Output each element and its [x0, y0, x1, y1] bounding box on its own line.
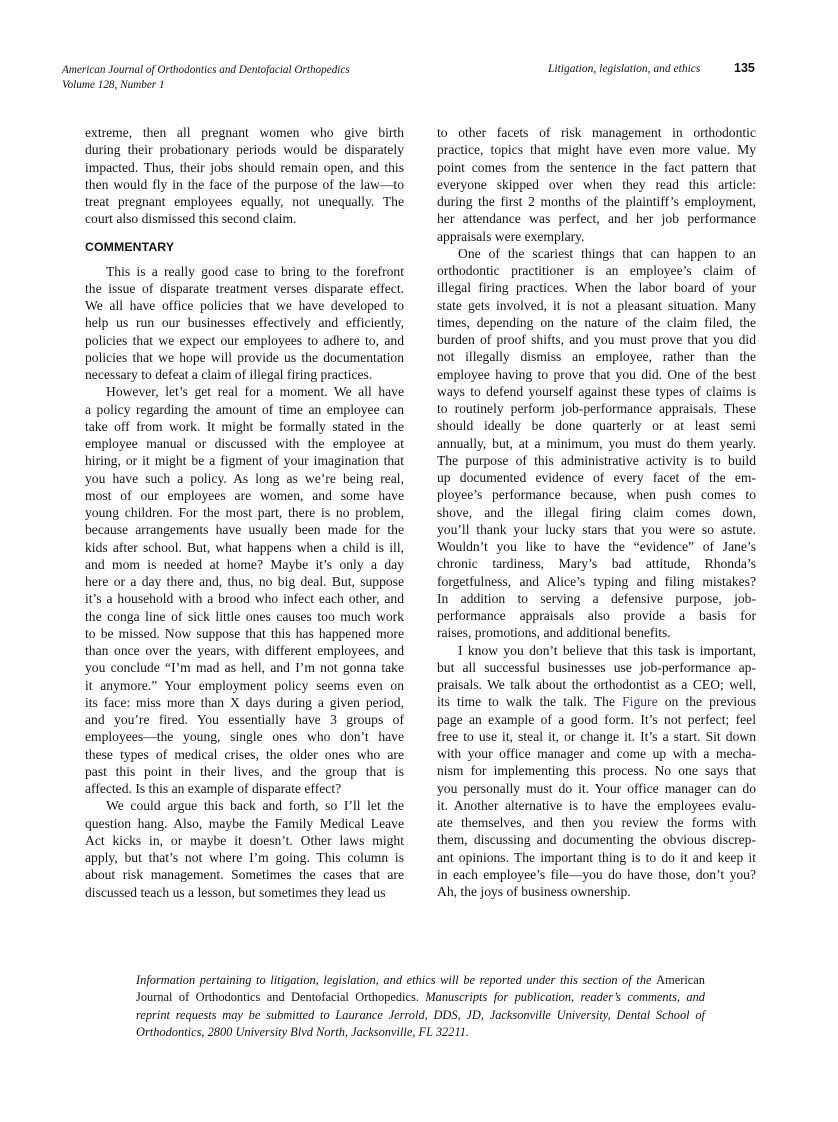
- text-line: praisals. We talk about the orthodontist as a CEO; well,: [437, 677, 756, 692]
- footnote-line: [136, 1024, 705, 1041]
- text-line: not illegally dismiss an employee, rather than the: [437, 349, 756, 365]
- text-line: free to use it, steal it, or change it. It’s a start. Sit down: [437, 728, 756, 744]
- text-line: Act kicks in, or maybe it doesn’t. Other laws might: [85, 832, 404, 848]
- text-line: Ah, the joys of business ownership.: [437, 884, 631, 899]
- text-line: hiring, or it might be a figment of your imagination that: [85, 453, 404, 469]
- text-line: these types of medical crises, the older ones who are: [85, 746, 404, 762]
- text-line: I know you don’t believe that this task is important,: [458, 642, 756, 658]
- text-line: and mom is needed at home? Maybe it’s only a day: [85, 556, 404, 572]
- text-line: you personally must do it. Your office manager can do: [437, 780, 756, 796]
- text-line: most of our employees are women, and some have: [85, 487, 404, 503]
- text-line: employee manual or discussed with the employee at: [85, 436, 404, 451]
- text-line: practice, topics that might have even more value. My: [437, 142, 756, 158]
- text-line: illegal firing practices. When the labor board of your: [437, 280, 756, 296]
- text-line: appraisals were exemplary.: [437, 228, 585, 244]
- text-line: discussed teach us a lesson, but sometimes they lead us: [85, 884, 386, 900]
- text-line: past this point in their lives, and the group that is: [85, 763, 404, 779]
- running-header-left: [62, 63, 350, 93]
- text-line: We could argue this back and forth, so I’ll let the: [106, 798, 404, 814]
- text-line: should ideally be done quarterly or at least semi: [437, 418, 756, 434]
- text-line: raises, promotions, and additional benefits.: [437, 625, 671, 641]
- text-line: We all have office policies that we have developed to: [85, 298, 404, 313]
- section-footnote: [136, 972, 705, 1041]
- text-line: state gets involved, it is not a pleasant situation. Many: [437, 297, 756, 313]
- text-line: its face: miss more than X days during a given period,: [85, 694, 404, 710]
- text-line: help us run our businesses effectively and efficiently,: [85, 315, 404, 331]
- footnote-line: [136, 989, 705, 1006]
- footnote-segment: American: [656, 973, 705, 987]
- text-line: necessary to defeat a claim of illegal firing practices.: [85, 367, 373, 382]
- text-line: times, depending on the nature of the claim filed, the: [437, 314, 756, 330]
- text-line: shove, and the illegal firing claim comes down,: [437, 504, 756, 520]
- text-line: orthodontic practitioner is an employee’s claim of: [437, 263, 756, 278]
- text-line: with your office manager and come up with a mecha-: [437, 746, 756, 761]
- text-line: the issue of disparate treatment verses disparate effect.: [85, 280, 404, 296]
- text-line: annually, but, at a minimum, you must do them yearly.: [437, 435, 756, 451]
- left-column: [85, 124, 404, 901]
- text-line: chronic tardiness, Mary’s bad attitude, Rhonda’s: [437, 556, 756, 572]
- text-line: point comes from the sentence in the fact pattern that: [437, 159, 756, 175]
- journal-title: American Journal of Orthodontics and Dentofacial Orthopedics: [62, 64, 350, 76]
- text-line: page an example of a good form. It’s not perfect; feel: [437, 711, 756, 727]
- text-line: young children. For the most part, there is no problem,: [85, 505, 404, 520]
- footnote-line: [136, 972, 705, 989]
- text-line: ways to defend yourself against these types of claims is: [437, 383, 756, 399]
- text-segment: on the previous: [657, 694, 756, 710]
- text-line: employees—the young, single ones who don’t have: [85, 729, 404, 745]
- text-line: This is a really good case to bring to the forefront: [106, 263, 404, 279]
- text-line: because arrangements have usually been made for the: [85, 522, 404, 538]
- text-line: you have such a policy. As long as we’re being real,: [85, 470, 404, 486]
- text-line: performance appraisals also provide a basis for: [437, 608, 756, 623]
- text-line: court also dismissed this second claim.: [85, 211, 297, 227]
- text-line: a policy regarding the amount of time an employee can: [85, 401, 404, 417]
- text-line: take off from work. It might be formally stated in the: [85, 418, 404, 434]
- text-line: here or a day there and, thus, no big deal. But, suppose: [85, 574, 404, 589]
- text-line: but all successful businesses use job-performance ap-: [437, 659, 756, 675]
- paragraph: [437, 124, 756, 245]
- text-line: up documented evidence of every facet of the em-: [437, 470, 756, 485]
- paragraph: [85, 797, 404, 901]
- footnote-segment: Information pertaining to litigation, legislation, and ethics will be reported under this section of the: [136, 973, 657, 987]
- text-line: then would fly in the face of the purpose of the law—to: [85, 176, 404, 192]
- section-title: Litigation, legislation, and ethics: [548, 63, 701, 75]
- text-line: it. Another alternative is to have the employees evalu-: [437, 797, 756, 813]
- text-line: ployee’s performance because, when push comes to: [437, 487, 756, 503]
- text-line: policies that we hope will provide us the documentation: [85, 349, 404, 365]
- text-line: ant opinions. The important thing is to do it and keep it: [437, 849, 756, 865]
- text-line: kids after school. But, what happens when a child is ill,: [85, 539, 404, 555]
- footnote-segment: Journal of Orthodontics and Dentofacial Orthopedics.: [136, 990, 426, 1005]
- figure-link[interactable]: Figure: [622, 694, 658, 710]
- text-line: you conclude “I’m mad as hell, and I’m not gonna take: [85, 660, 404, 676]
- text-line: The purpose of this administrative activity is to build: [437, 452, 756, 468]
- text-line: affected. Is this an example of disparate effect?: [85, 781, 342, 796]
- paragraph: [437, 245, 756, 642]
- text-line: question hang. Also, maybe the Family Medical Leave: [85, 815, 404, 831]
- text-line: to other facets of risk management in orthodontic: [437, 125, 756, 140]
- text-line: nism for implementing this process. No one says that: [437, 763, 756, 779]
- text-line: impacted. Thus, their jobs should remain open, and this: [85, 159, 404, 175]
- text-line: it’s a household with a brood who infect each other, and: [85, 591, 404, 607]
- text-line: burden of proof shifts, and you must prove that you did: [437, 332, 756, 347]
- paragraph: [85, 124, 404, 228]
- text-line: to routinely perform job-performance appraisals. These: [437, 401, 756, 416]
- text-line: during their probationary periods would be disparately: [85, 142, 404, 158]
- text-line: than once over the years, with different employees, and: [85, 643, 404, 658]
- text-segment: its time to walk the talk. The: [437, 694, 623, 710]
- text-line: the conga line of sick little ones causes too much work: [85, 608, 404, 624]
- text-line: employee having to prove that you did. One of the best: [437, 366, 756, 382]
- text-line: in each employee’s file—you do have those, don’t you?: [437, 866, 756, 882]
- text-line: treat pregnant employees equally, not unequally. The: [85, 194, 404, 209]
- footnote-line: [136, 1007, 705, 1024]
- text-line: Wouldn’t you like to have the “evidence” of Jane’s: [437, 539, 756, 554]
- footnote-segment: Orthodontics, 2800 University Blvd North, Jacksonville, FL 32211.: [136, 1024, 470, 1039]
- text-line: policies that we expect our employees to adhere to, and: [85, 332, 404, 348]
- text-line: However, let’s get real for a moment. We all have: [106, 384, 404, 400]
- text-line: apply, but that’s not where I’m going. This column is: [85, 850, 404, 865]
- volume-issue: Volume 128, Number 1: [62, 79, 165, 91]
- paragraph: [437, 642, 756, 901]
- right-column: [437, 124, 756, 900]
- text-line: them, discussing and documenting the obvious discrep-: [437, 832, 756, 848]
- text-line: it anymore.” Your employment policy seems even on: [85, 677, 404, 693]
- text-line: to be missed. Now suppose that this has happened more: [85, 625, 404, 641]
- section-heading: COMMENTARY: [85, 239, 175, 254]
- page-number: 135: [734, 61, 755, 75]
- text-line: her attendance was perfect, and her job performance: [437, 211, 756, 227]
- text-line: extreme, then all pregnant women who give birth: [85, 125, 404, 140]
- text-line: during the first 2 months of the plaintiff’s employment,: [437, 194, 756, 209]
- paragraph: [85, 383, 404, 797]
- text-line: forgetfulness, and Alice’s typing and filing mistakes?: [437, 573, 756, 589]
- text-line: One of the scariest things that can happen to an: [458, 245, 756, 261]
- text-line: [437, 693, 756, 710]
- footnote-segment: Manuscripts for publication, reader’s comments, and: [425, 990, 705, 1005]
- text-line: and you’re fired. You essentially have 3 groups of: [85, 712, 404, 727]
- text-line: you’ll thank your lucky stars that you were so astute.: [437, 521, 756, 537]
- text-line: everyone skipped over when they read this article:: [437, 176, 756, 192]
- text-line: In addition to serving a defensive purpose, job-: [437, 590, 756, 606]
- footnote-segment: reprint requests may be submitted to Laurance Jerrold, DDS, JD, Jacksonville University, Dental School of: [136, 1007, 705, 1022]
- text-line: ate themselves, and then you review the forms with: [437, 815, 756, 830]
- text-line: about risk management. Sometimes the cases that are: [85, 867, 404, 883]
- paragraph: [85, 263, 404, 384]
